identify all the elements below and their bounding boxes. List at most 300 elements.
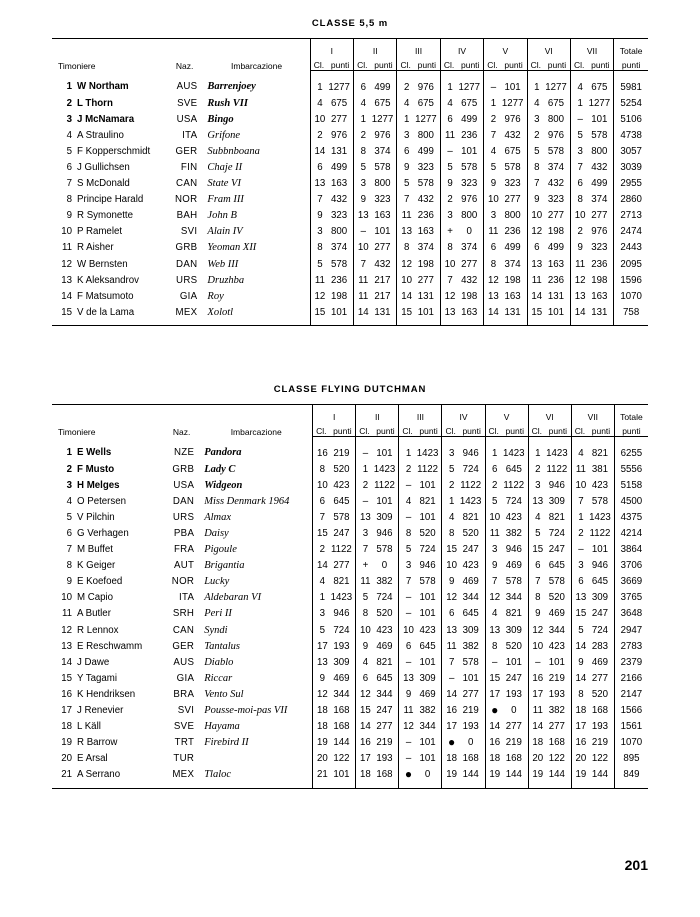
cell-race-6-points: 277 — [547, 210, 565, 222]
cell-race-3-place: 14 — [397, 288, 414, 304]
cell-race-1-points: 168 — [333, 705, 350, 717]
cell-race-6-place: 6 — [527, 240, 544, 256]
cell-boat: Fram III — [207, 194, 244, 206]
cell-nationality: GIA — [179, 290, 198, 302]
cell-race-3-points: 374 — [417, 242, 434, 254]
col-subheader-punti-7: punti — [587, 56, 613, 71]
cell-boat: Alain IV — [207, 226, 243, 238]
cell-race-1-place: 7 — [310, 192, 327, 208]
cell-race-7-points: 163 — [591, 290, 608, 302]
cell-helm-name: K Aleksandrov — [77, 274, 139, 286]
cell-nationality: TRT — [174, 737, 195, 749]
cell-race-4-place: 13 — [442, 622, 459, 638]
cell-race-4-place: 15 — [442, 542, 459, 558]
cell-race-3-place: 8 — [397, 240, 414, 256]
cell-helm-name: F Matsumoto — [77, 290, 134, 302]
cell-race-1-points: 309 — [333, 656, 350, 668]
cell-race-6-place: 3 — [528, 477, 545, 493]
col-subheader-punti-6: punti — [545, 422, 571, 437]
table-row — [52, 71, 648, 96]
cell-race-5-place: – — [484, 71, 501, 96]
cell-race-5-points: 469 — [505, 560, 522, 572]
cell-race-4-points: 0 — [466, 226, 472, 238]
col-subheader-punti-1: punti — [327, 56, 353, 71]
col-subheader-cl-1: Cl. — [313, 422, 330, 437]
cell-nationality: AUT — [173, 560, 195, 572]
cell-race-5-points: 193 — [505, 688, 522, 700]
table-row — [52, 192, 648, 208]
cell-race-7-points: 381 — [591, 463, 609, 475]
cell-helm — [52, 622, 163, 638]
cell-helm-name: E Koefoed — [77, 576, 123, 588]
cell-race-3-place: 15 — [397, 304, 414, 326]
cell-race-4-place: 18 — [442, 751, 459, 767]
cell-nationality: DAN — [172, 495, 195, 507]
cell-total-points: 3648 — [614, 606, 648, 622]
cell-race-6-points: 344 — [548, 624, 565, 636]
cell-race-5-points: 499 — [504, 242, 521, 254]
table-row — [52, 525, 648, 541]
cell-race-2-place: 2 — [354, 127, 371, 143]
table-row — [52, 719, 648, 735]
cell-race-3-points: 1277 — [415, 113, 437, 125]
cell-helm — [52, 95, 166, 111]
cell-race-2-points: 432 — [374, 258, 391, 270]
cell-race-5-points: 578 — [505, 576, 522, 588]
table-row — [52, 159, 648, 175]
cell-race-2-place: 2 — [356, 477, 373, 493]
cell-race-7-place: 9 — [571, 654, 588, 670]
cell-race-6-points: 101 — [547, 306, 565, 318]
cell-race-7-points: 101 — [591, 544, 609, 556]
cell-race-7-points: 144 — [591, 769, 609, 781]
cell-helm — [52, 542, 163, 558]
cell-race-1-points: 578 — [333, 511, 350, 523]
cell-race-1-place: 12 — [310, 288, 327, 304]
cell-nationality: BAH — [176, 210, 198, 222]
results-table-55m — [52, 38, 648, 328]
cell-race-2-points: 101 — [376, 495, 393, 507]
cell-rank: 19 — [61, 737, 72, 749]
cell-race-3-points: 423 — [419, 624, 436, 636]
cell-race-6-place: 3 — [527, 111, 544, 127]
cell-race-7-place: 17 — [571, 719, 588, 735]
cell-total-points: 1566 — [614, 703, 648, 719]
table-row — [52, 304, 648, 326]
cell-helm-name: E Wells — [77, 447, 112, 459]
cell-race-1-place: 2 — [310, 127, 327, 143]
cell-total-points: 2860 — [614, 192, 648, 208]
cell-race-6-points: 675 — [547, 97, 565, 109]
cell-helm-name: V Pilchin — [77, 511, 115, 523]
cell-race-6-place: 13 — [527, 256, 544, 272]
cell-helm-name: F Musto — [77, 463, 115, 475]
cell-race-5-place: 17 — [485, 686, 502, 702]
cell-rank: 14 — [61, 656, 72, 668]
cell-race-2-place: 3 — [356, 525, 373, 541]
col-subheader-punti-7: punti — [588, 422, 614, 437]
col-header-race-5: V — [485, 405, 528, 423]
cell-race-4-place: 6 — [442, 606, 459, 622]
col-header-race-6: VI — [527, 39, 570, 57]
cell-race-2-place: 4 — [354, 95, 371, 111]
cell-race-3-place: 4 — [399, 493, 416, 509]
cell-race-1-place: 21 — [313, 767, 330, 789]
cell-race-3-place: 6 — [399, 638, 416, 654]
cell-race-2-points: 131 — [374, 306, 391, 318]
cell-total-points: 3669 — [614, 574, 648, 590]
cell-total-points: 2147 — [614, 686, 648, 702]
cell-helm — [52, 143, 166, 159]
cell-boat: Firebird II — [204, 737, 249, 749]
cell-total-points: 2379 — [614, 654, 648, 670]
cell-race-5-points: 1122 — [503, 479, 525, 491]
cell-race-1-place: 20 — [313, 751, 330, 767]
cell-boat: Pousse-moi-pas VII — [204, 705, 288, 717]
cell-race-6-points: 122 — [548, 753, 565, 765]
cell-race-5-points: 309 — [505, 624, 522, 636]
cell-race-2-points: 101 — [376, 447, 393, 459]
cell-nationality: GER — [172, 640, 195, 652]
cell-race-2-place: 10 — [356, 622, 373, 638]
cell-race-3-points: 469 — [419, 688, 436, 700]
cell-race-4-points: 724 — [462, 463, 479, 475]
cell-race-2-place: – — [356, 493, 373, 509]
cell-race-4-place: 16 — [442, 703, 459, 719]
cell-rank: 15 — [61, 672, 72, 684]
cell-race-5-points: 1277 — [501, 97, 524, 109]
cell-race-7-place: 11 — [571, 461, 588, 477]
cell-race-3-points: 724 — [419, 544, 436, 556]
cell-race-5-place: 6 — [484, 240, 501, 256]
cell-race-2-place: 8 — [356, 606, 373, 622]
cell-race-4-place: 10 — [440, 256, 457, 272]
cell-race-4-place: 9 — [442, 574, 459, 590]
cell-race-2-points: 101 — [374, 226, 391, 238]
cell-race-3-points: 323 — [417, 162, 434, 174]
cell-race-2-points: 374 — [374, 145, 391, 157]
cell-boat: Lucky — [204, 576, 230, 588]
cell-total-points: 4375 — [614, 509, 648, 525]
cell-race-1-place: 7 — [313, 509, 330, 525]
cell-race-6-place: 20 — [528, 751, 545, 767]
cell-race-1-points: 101 — [331, 306, 348, 318]
cell-race-6-place: 1 — [527, 71, 544, 96]
cell-race-3-points: 101 — [419, 479, 436, 491]
cell-race-7-place: 10 — [570, 208, 587, 224]
cell-race-6-points: 1122 — [546, 463, 568, 475]
cell-rank: 5 — [66, 511, 72, 523]
cell-race-4-points: 101 — [461, 145, 478, 157]
page-number: 201 — [624, 857, 648, 873]
cell-race-2-points: 821 — [376, 656, 393, 668]
cell-race-5-points: 277 — [505, 721, 522, 733]
cell-race-6-place: – — [528, 654, 545, 670]
cell-race-3-place: 13 — [397, 224, 414, 240]
cell-race-2-place: 1 — [354, 111, 371, 127]
cell-helm-name: S McDonald — [77, 178, 130, 190]
cell-race-1-points: 423 — [333, 479, 350, 491]
cell-race-3-place: 12 — [399, 719, 416, 735]
cell-nationality: AUS — [176, 81, 198, 93]
cell-race-1-points: 277 — [331, 113, 348, 125]
cell-race-6-points: 432 — [547, 178, 565, 190]
cell-race-5-points: 277 — [504, 194, 521, 206]
cell-race-5-points: 344 — [505, 592, 522, 604]
cell-helm-name: E Arsal — [77, 753, 108, 765]
cell-race-7-points: 578 — [591, 495, 609, 507]
cell-race-5-points: 101 — [505, 656, 522, 668]
cell-race-1-points: 168 — [333, 721, 350, 733]
cell-boat: Widgeon — [204, 479, 243, 491]
cell-race-4-points: 1423 — [459, 495, 482, 507]
cell-race-2-place: 5 — [354, 159, 371, 175]
cell-nationality: MEX — [172, 769, 195, 781]
cell-total-points: 2166 — [614, 670, 648, 686]
table-row — [52, 606, 648, 622]
cell-race-7-points: 1423 — [589, 511, 611, 523]
cell-race-6-points: 168 — [548, 737, 565, 749]
cell-nationality: USA — [176, 113, 198, 125]
cell-boat: Chaje II — [207, 162, 243, 174]
col-header-boat: Imbarcazione — [203, 39, 310, 71]
cell-race-3-place: 7 — [399, 574, 416, 590]
cell-race-4-points: 946 — [462, 447, 479, 459]
cell-race-4-place: 4 — [442, 509, 459, 525]
cell-helm — [52, 304, 166, 326]
cell-helm — [52, 558, 163, 574]
cell-race-4-place: 9 — [440, 176, 457, 192]
cell-race-1-points: 277 — [333, 560, 350, 572]
cell-race-6-place: 12 — [527, 224, 544, 240]
cell-race-7-place: 12 — [570, 272, 587, 288]
cell-race-1-place: 9 — [313, 670, 330, 686]
cell-race-1-points: 432 — [331, 194, 348, 206]
cell-race-7-place: 7 — [571, 493, 588, 509]
col-subheader-punti-3: punti — [414, 56, 440, 71]
cell-race-4-points: 520 — [462, 528, 479, 540]
cell-race-4-place: 1 — [442, 493, 459, 509]
table-bottom-rule — [52, 326, 648, 329]
cell-race-2-points: 277 — [376, 721, 393, 733]
cell-helm — [52, 176, 166, 192]
cell-rank: 9 — [66, 210, 72, 222]
cell-race-4-points: 219 — [462, 705, 479, 717]
cell-nationality: GRB — [175, 242, 198, 254]
cell-race-7-place: 7 — [570, 159, 587, 175]
col-header-helm: Timoniere — [52, 39, 166, 71]
cell-race-4-points: 382 — [462, 640, 479, 652]
cell-nationality: SVI — [177, 705, 195, 717]
col-header-total-top: Totale — [614, 405, 648, 423]
col-header-race-4: IV — [440, 39, 483, 57]
cell-rank: 11 — [61, 608, 72, 620]
cell-helm-name: O Petersen — [77, 495, 127, 507]
cell-race-6-place: 8 — [528, 590, 545, 606]
cell-race-6-place: 2 — [528, 461, 545, 477]
col-subheader-cl-6: Cl. — [528, 422, 545, 437]
cell-race-4-points: 309 — [462, 624, 479, 636]
cell-rank: 3 — [66, 479, 72, 491]
cell-race-6-place: 16 — [528, 670, 545, 686]
cell-helm — [52, 574, 163, 590]
cell-race-4-points: 675 — [461, 97, 478, 109]
cell-race-6-place: 12 — [528, 622, 545, 638]
cell-race-3-points: 821 — [419, 495, 436, 507]
cell-helm — [52, 127, 166, 143]
cell-race-2-place: 14 — [354, 304, 371, 326]
class-title-55m: CLASSE 5,5 m — [311, 18, 389, 29]
cell-rank: 5 — [66, 145, 72, 157]
cell-race-6-points: 423 — [548, 640, 565, 652]
cell-boat: Subbnboana — [207, 145, 260, 157]
cell-race-6-points: 1423 — [546, 447, 568, 459]
cell-race-2-place: 4 — [356, 654, 373, 670]
col-header-race-4: IV — [442, 405, 485, 423]
cell-race-7-points: 283 — [591, 640, 609, 652]
cell-race-3-place: 9 — [397, 159, 414, 175]
col-header-race-5: V — [484, 39, 527, 57]
cell-total-points: 2474 — [614, 224, 648, 240]
cell-helm — [52, 638, 163, 654]
cell-race-5-points: 323 — [504, 178, 521, 190]
cell-rank: 12 — [61, 258, 72, 270]
cell-race-7-points: 1277 — [588, 97, 611, 109]
cell-race-1-place: 11 — [310, 272, 327, 288]
cell-boat: Almax — [204, 511, 232, 523]
cell-race-4-points: 578 — [461, 162, 478, 174]
cell-race-2-points: 578 — [376, 544, 393, 556]
cell-race-3-place: 10 — [397, 272, 414, 288]
cell-race-6-points: 309 — [548, 495, 565, 507]
cell-boat: Lady C — [204, 463, 236, 475]
cell-race-7-points: 247 — [591, 608, 609, 620]
cell-race-1-points: 131 — [331, 145, 348, 157]
cell-race-3-place: 9 — [399, 686, 416, 702]
cell-race-3-place: – — [399, 751, 416, 767]
results-block-fd — [52, 384, 648, 791]
cell-race-1-points: 344 — [333, 688, 350, 700]
table-body-55m — [52, 71, 648, 326]
col-header-nat: Naz. — [166, 39, 204, 71]
cell-race-6-place: 5 — [527, 143, 544, 159]
cell-race-7-place: 15 — [571, 606, 588, 622]
cell-race-4-points: 469 — [462, 576, 479, 588]
cell-race-7-points: 423 — [591, 479, 609, 491]
cell-race-4-points: 277 — [462, 688, 479, 700]
cell-total-points: 3706 — [614, 558, 648, 574]
cell-boat — [200, 751, 312, 767]
cell-race-4-points: 645 — [462, 608, 479, 620]
cell-race-5-place: 1 — [484, 95, 501, 111]
cell-race-1-points: 800 — [331, 226, 348, 238]
table-row — [52, 686, 648, 702]
cell-race-3-points: 101 — [419, 656, 436, 668]
cell-race-1-place: 4 — [313, 574, 330, 590]
cell-race-4-points: 578 — [462, 656, 479, 668]
cell-race-7-place: 3 — [571, 558, 588, 574]
cell-nationality: NOR — [174, 194, 198, 206]
cell-race-1-points: 198 — [331, 290, 348, 302]
cell-rank: 11 — [61, 242, 72, 254]
cell-race-6-points: 219 — [548, 672, 565, 684]
cell-helm-name: J Dawe — [77, 656, 110, 668]
cell-race-6-points: 800 — [547, 113, 565, 125]
cell-race-3-points: 101 — [419, 753, 436, 765]
cell-race-7-place: 8 — [570, 192, 587, 208]
cell-boat: Druzhba — [207, 274, 245, 286]
cell-race-4-place: 7 — [440, 272, 457, 288]
cell-race-5-place: 16 — [485, 735, 502, 751]
cell-race-1-place: 16 — [313, 437, 330, 462]
cell-race-2-place: 13 — [354, 208, 371, 224]
cell-nationality: SRH — [172, 608, 195, 620]
cell-total-points: 1070 — [614, 735, 648, 751]
cell-race-2-points: 724 — [376, 592, 393, 604]
cell-race-3-points: 800 — [417, 129, 434, 141]
cell-race-4-points: 236 — [461, 129, 478, 141]
cell-race-7-points: 675 — [591, 81, 608, 93]
cell-rank: 21 — [61, 769, 72, 781]
cell-race-2-place: 6 — [356, 670, 373, 686]
cell-race-1-place: 15 — [310, 304, 327, 326]
cell-race-2-place: 11 — [354, 272, 371, 288]
cell-race-4-place: 1 — [440, 71, 457, 96]
cell-race-3-points: 645 — [419, 640, 436, 652]
cell-race-3-points: 236 — [417, 210, 434, 222]
cell-race-7-place: 4 — [571, 437, 588, 462]
cell-race-6-points: 374 — [547, 162, 565, 174]
cell-race-3-place: 8 — [399, 525, 416, 541]
col-subheader-cl-6: Cl. — [527, 56, 544, 71]
cell-total-points: 3765 — [614, 590, 648, 606]
cell-rank: 9 — [66, 576, 72, 588]
col-header-race-6: VI — [528, 405, 571, 423]
cell-race-1-place: 9 — [310, 208, 327, 224]
cell-race-4-points: 432 — [461, 274, 478, 286]
cell-race-3-points: 976 — [417, 81, 434, 93]
cell-boat: Web III — [207, 258, 239, 270]
cell-helm — [52, 590, 163, 606]
cell-race-2-points: 675 — [374, 97, 391, 109]
cell-race-5-place: 11 — [484, 224, 501, 240]
table-row — [52, 638, 648, 654]
cell-race-5-place: 14 — [484, 304, 501, 326]
cell-boat: Rush VII — [207, 97, 248, 109]
cell-race-2-place: 10 — [354, 240, 371, 256]
cell-helm-name: R Symonette — [77, 210, 133, 222]
cell-boat: Vento Sul — [204, 688, 244, 700]
cell-race-7-points: 219 — [591, 737, 609, 749]
cell-nationality: NOR — [171, 576, 195, 588]
cell-rank: 6 — [66, 162, 72, 174]
cell-helm-name: P Ramelet — [77, 226, 123, 238]
cell-race-2-place: + — [356, 558, 373, 574]
cell-race-5-place: 9 — [485, 558, 502, 574]
cell-rank: 17 — [61, 705, 72, 717]
cell-rank: 13 — [61, 640, 72, 652]
table-row — [52, 288, 648, 304]
cell-race-4-points: 423 — [462, 560, 479, 572]
cell-total-points: 2443 — [614, 240, 648, 256]
cell-race-5-place: 4 — [484, 143, 501, 159]
cell-race-4-points: 144 — [462, 769, 479, 781]
cell-race-4-place: 11 — [440, 127, 457, 143]
cell-race-6-place: 14 — [527, 288, 544, 304]
cell-race-3-place: 2 — [397, 71, 414, 96]
cell-race-3-points: 131 — [417, 290, 434, 302]
cell-race-2-place: – — [354, 224, 371, 240]
